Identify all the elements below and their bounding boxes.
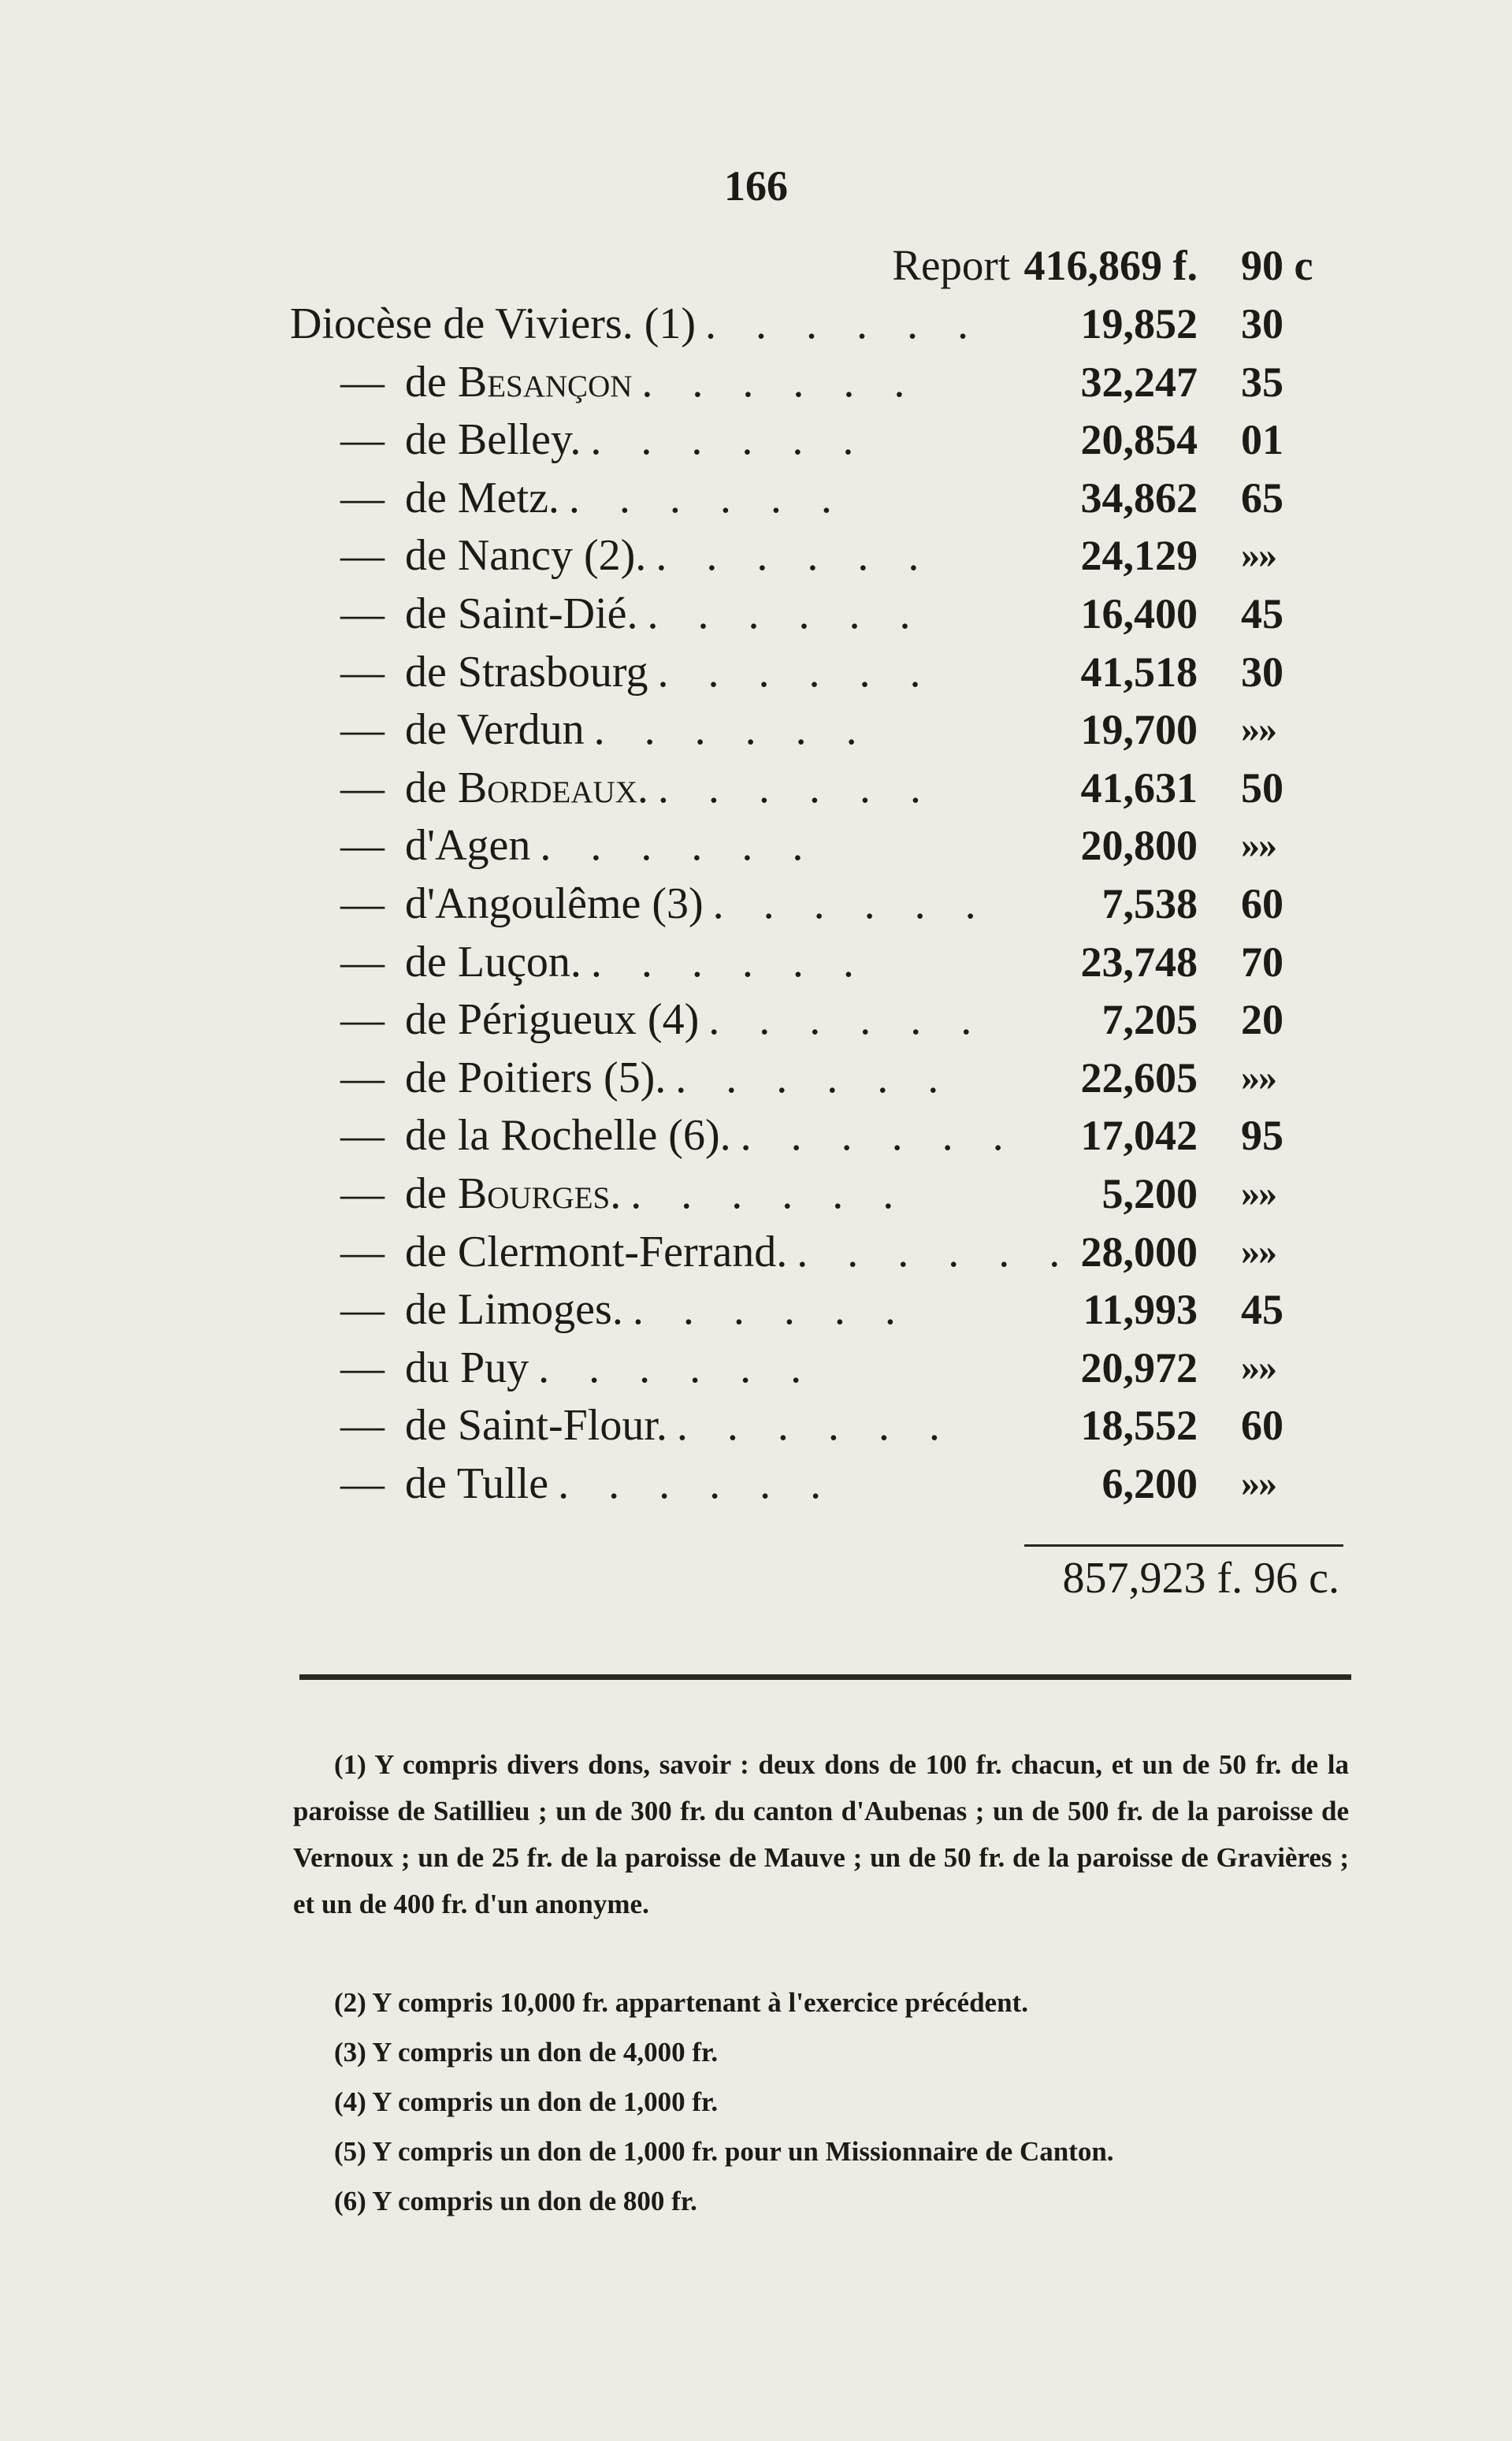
table-row bbox=[0, 1223, 1512, 1281]
diocese-name-part: de bbox=[405, 1169, 458, 1218]
ditto-dash: — bbox=[340, 1227, 385, 1276]
section-separator bbox=[299, 1674, 1351, 1680]
table-row bbox=[0, 353, 1512, 411]
diocese-name-part: de Saint-Flour. bbox=[405, 1401, 667, 1451]
diocese-name-part: de Belley. bbox=[405, 415, 581, 465]
ditto-dash: — bbox=[340, 1053, 385, 1102]
leader-dots: . . . . . . bbox=[590, 415, 868, 465]
amount-cell: 20,972 bbox=[1080, 1343, 1198, 1391]
diocese-name bbox=[290, 411, 1086, 469]
diocese-name bbox=[290, 1106, 1086, 1165]
leader-dots: . . . . . . bbox=[657, 647, 935, 697]
amount-cell: 24,129 bbox=[1080, 532, 1198, 580]
cents-cell: 95 bbox=[1241, 1112, 1284, 1160]
table-row bbox=[0, 933, 1512, 991]
leader-dots: . . . . . . bbox=[740, 1111, 1018, 1161]
diocese-name bbox=[290, 353, 1086, 411]
table-row bbox=[0, 1396, 1512, 1455]
amount-cell: 19,852 bbox=[1080, 300, 1198, 347]
leader-dots: . . . . . . bbox=[568, 473, 846, 522]
diocese-name bbox=[290, 990, 1086, 1049]
table-row bbox=[0, 1165, 1512, 1223]
diocese-name-part: de la Rochelle (6). bbox=[405, 1111, 731, 1161]
amount-cell: 7,538 bbox=[1101, 880, 1198, 927]
cents-cell: 30 bbox=[1241, 648, 1284, 696]
amount-cell: 34,862 bbox=[1080, 474, 1198, 522]
leader-dots: . . . . . . bbox=[590, 937, 868, 986]
diocese-name bbox=[290, 1396, 1086, 1455]
report-amount: 416,869 f. bbox=[1023, 242, 1198, 289]
cents-cell: »» bbox=[1241, 708, 1276, 751]
ditto-dash: — bbox=[340, 879, 385, 928]
table-row bbox=[0, 585, 1512, 643]
total-amount: 857,923 f. 96 c. bbox=[1062, 1554, 1339, 1603]
diocese-name-part: de Metz. bbox=[405, 473, 559, 522]
ditto-dash: — bbox=[340, 1401, 385, 1451]
leader-dots: . . . . . . bbox=[647, 589, 925, 638]
leader-dots: . . . . . . bbox=[593, 705, 871, 755]
table-row bbox=[0, 816, 1512, 875]
table-row bbox=[0, 1049, 1512, 1107]
diocese-name bbox=[290, 1165, 1086, 1223]
diocese-name-part: de Verdun bbox=[405, 705, 585, 755]
ditto-dash: — bbox=[340, 705, 385, 755]
table-row bbox=[0, 1106, 1512, 1165]
footnote-3: (3) Y compris un don de 4,000 fr. bbox=[334, 2037, 719, 2068]
leader-dots: . . . . . . bbox=[641, 357, 919, 407]
diocese-name bbox=[290, 585, 1086, 643]
amount-cell: 5,200 bbox=[1101, 1170, 1198, 1217]
cents-cell: »» bbox=[1241, 534, 1276, 577]
footnote-2: (2) Y compris 10,000 fr. appartenant à l'exercice précédent. bbox=[334, 1987, 1028, 2018]
diocese-name-part: de Poitiers (5). bbox=[405, 1053, 667, 1102]
cents-cell: 30 bbox=[1241, 300, 1284, 347]
diocese-name-part: de Limoges. bbox=[405, 1285, 623, 1335]
ditto-dash: — bbox=[340, 937, 385, 986]
amount-cell: 23,748 bbox=[1080, 938, 1198, 986]
table-row bbox=[0, 759, 1512, 817]
leader-dots: . . . . . . bbox=[538, 1343, 816, 1392]
table-row bbox=[0, 1455, 1512, 1513]
diocese-name-part: de Périgueux (4) bbox=[405, 995, 700, 1045]
diocese-name-part: Bordeaux. bbox=[457, 763, 648, 812]
amount-cell: 6,200 bbox=[1101, 1460, 1198, 1507]
footnote-5: (5) Y compris un don de 1,000 fr. pour un Missionnaire de Canton. bbox=[334, 2136, 1114, 2167]
cents-cell: »» bbox=[1241, 1462, 1276, 1504]
ditto-dash: — bbox=[340, 589, 385, 638]
table-row bbox=[0, 1339, 1512, 1397]
ditto-dash: — bbox=[340, 1459, 385, 1508]
table-row bbox=[0, 526, 1512, 585]
leader-dots: . . . . . . bbox=[676, 1401, 954, 1451]
diocese-name bbox=[290, 875, 1086, 933]
diocese-name bbox=[290, 1455, 1086, 1513]
leader-dots: . . . . . . bbox=[705, 299, 983, 348]
cents-cell: »» bbox=[1241, 1172, 1276, 1214]
amount-cell: 32,247 bbox=[1080, 358, 1198, 406]
table-row bbox=[0, 643, 1512, 701]
ditto-dash: — bbox=[340, 821, 385, 871]
ditto-dash: — bbox=[340, 531, 385, 581]
leader-dots: . . . . . . bbox=[632, 1285, 910, 1335]
diocese-name bbox=[290, 700, 1086, 759]
amount-cell: 41,631 bbox=[1080, 764, 1198, 812]
table-row bbox=[0, 469, 1512, 527]
footnote-1: (1) Y compris divers dons, savoir : deux dons de 100 fr. chacun, et un de 50 fr. de la paroisse de Satillieu ; un de 300 fr. du canton d'Aubenas ; un de 500 fr. de la paroisse de Vernoux ; un de 25 fr. de la paroisse de Mauve ; un de 50 fr. de la paroisse de Gravières ; et un de 400 fr. d'un anonyme. bbox=[293, 1749, 1349, 1919]
cents-cell: 65 bbox=[1241, 474, 1284, 522]
leader-dots: . . . . . . bbox=[558, 1459, 836, 1508]
amount-cell: 28,000 bbox=[1080, 1228, 1198, 1276]
table-row bbox=[0, 295, 1512, 353]
ditto-dash: — bbox=[340, 415, 385, 465]
diocese-name-part: de bbox=[405, 357, 458, 407]
diocese-name bbox=[290, 759, 1086, 817]
diocese-name bbox=[290, 1223, 1086, 1281]
cents-cell: 60 bbox=[1241, 880, 1284, 927]
diocese-name bbox=[290, 526, 1086, 585]
diocese-name bbox=[290, 469, 1086, 527]
table-row bbox=[0, 700, 1512, 759]
amount-cell: 20,800 bbox=[1080, 822, 1198, 870]
diocese-name bbox=[290, 1339, 1086, 1397]
leader-dots: . . . . . . bbox=[675, 1053, 953, 1102]
leader-dots: . . . . . . bbox=[708, 995, 986, 1045]
cents-cell: 45 bbox=[1241, 590, 1284, 637]
table-row bbox=[0, 1280, 1512, 1339]
table-row bbox=[0, 875, 1512, 933]
ditto-dash: — bbox=[340, 1169, 385, 1218]
ditto-dash: — bbox=[340, 1343, 385, 1392]
diocese-name-part: de Tulle bbox=[405, 1459, 549, 1508]
ditto-dash: — bbox=[340, 357, 385, 407]
amount-cell: 11,993 bbox=[1083, 1286, 1198, 1334]
amount-cell: 22,605 bbox=[1080, 1053, 1198, 1102]
cents-cell: »» bbox=[1241, 1056, 1276, 1098]
diocese-name-part: Bourges. bbox=[457, 1169, 622, 1218]
cents-cell: 70 bbox=[1241, 938, 1284, 986]
ditto-dash: — bbox=[340, 1285, 385, 1335]
report-cents: 90 c bbox=[1241, 242, 1313, 289]
footnote-6: (6) Y compris un don de 800 fr. bbox=[334, 2186, 697, 2216]
ditto-dash: — bbox=[340, 647, 385, 697]
cents-cell: 50 bbox=[1241, 764, 1284, 812]
amount-cell: 20,854 bbox=[1080, 416, 1198, 464]
cents-cell: 35 bbox=[1241, 358, 1284, 406]
diocese-name bbox=[290, 1049, 1086, 1107]
table-row bbox=[0, 411, 1512, 469]
diocese-name-part: d'Agen bbox=[405, 821, 531, 871]
diocese-name bbox=[290, 933, 1086, 991]
leader-dots: . . . . . . bbox=[656, 531, 934, 581]
cents-cell: 45 bbox=[1241, 1286, 1284, 1334]
amount-cell: 18,552 bbox=[1080, 1402, 1198, 1450]
cents-cell: »» bbox=[1241, 1346, 1276, 1388]
diocese-name bbox=[290, 295, 1086, 353]
ditto-dash: — bbox=[340, 1111, 385, 1161]
report-label: Report bbox=[892, 241, 1010, 289]
amount-cell: 17,042 bbox=[1080, 1112, 1198, 1160]
report-row bbox=[0, 236, 1512, 295]
diocese-name-part: Besançon bbox=[457, 357, 633, 407]
diocese-name-part: d'Angoulême (3) bbox=[405, 879, 704, 928]
ditto-dash: — bbox=[340, 763, 385, 812]
cents-cell: 20 bbox=[1241, 996, 1284, 1044]
table-row bbox=[0, 990, 1512, 1049]
diocese-name-part: de bbox=[405, 763, 458, 812]
diocese-name-part: du Puy bbox=[405, 1343, 529, 1392]
diocese-name bbox=[290, 1280, 1086, 1339]
ditto-dash: — bbox=[340, 473, 385, 522]
leader-dots: . . . . . . bbox=[657, 763, 935, 812]
amount-cell: 16,400 bbox=[1080, 590, 1198, 637]
cents-cell: 60 bbox=[1241, 1402, 1284, 1450]
total-rule bbox=[1024, 1544, 1343, 1547]
amount-cell: 7,205 bbox=[1101, 996, 1198, 1044]
leader-dots: . . . . . . bbox=[540, 821, 818, 871]
cents-cell: »» bbox=[1241, 1230, 1276, 1273]
ditto-dash: — bbox=[340, 995, 385, 1045]
amount-cell: 19,700 bbox=[1080, 706, 1198, 754]
leader-dots: . . . . . . bbox=[712, 879, 990, 928]
cents-cell: 01 bbox=[1241, 416, 1284, 464]
amount-cell: 41,518 bbox=[1080, 648, 1198, 696]
leader-dots: . . . . . . bbox=[797, 1227, 1075, 1276]
diocese-name-part: Diocèse de Viviers. (1) bbox=[290, 299, 696, 348]
diocese-name bbox=[290, 816, 1086, 875]
page-number: 166 bbox=[724, 162, 788, 210]
diocese-name-part: de Saint-Dié. bbox=[405, 589, 638, 638]
diocese-name-part: de Clermont-Ferrand. bbox=[405, 1227, 788, 1276]
diocese-name-part: de Luçon. bbox=[405, 937, 581, 986]
cents-cell: »» bbox=[1241, 824, 1276, 867]
leader-dots: . . . . . . bbox=[630, 1169, 908, 1218]
diocese-name-part: de Nancy (2). bbox=[405, 531, 647, 581]
diocese-name bbox=[290, 643, 1086, 701]
diocese-name-part: de Strasbourg bbox=[405, 647, 648, 697]
footnote-4: (4) Y compris un don de 1,000 fr. bbox=[334, 2086, 719, 2117]
